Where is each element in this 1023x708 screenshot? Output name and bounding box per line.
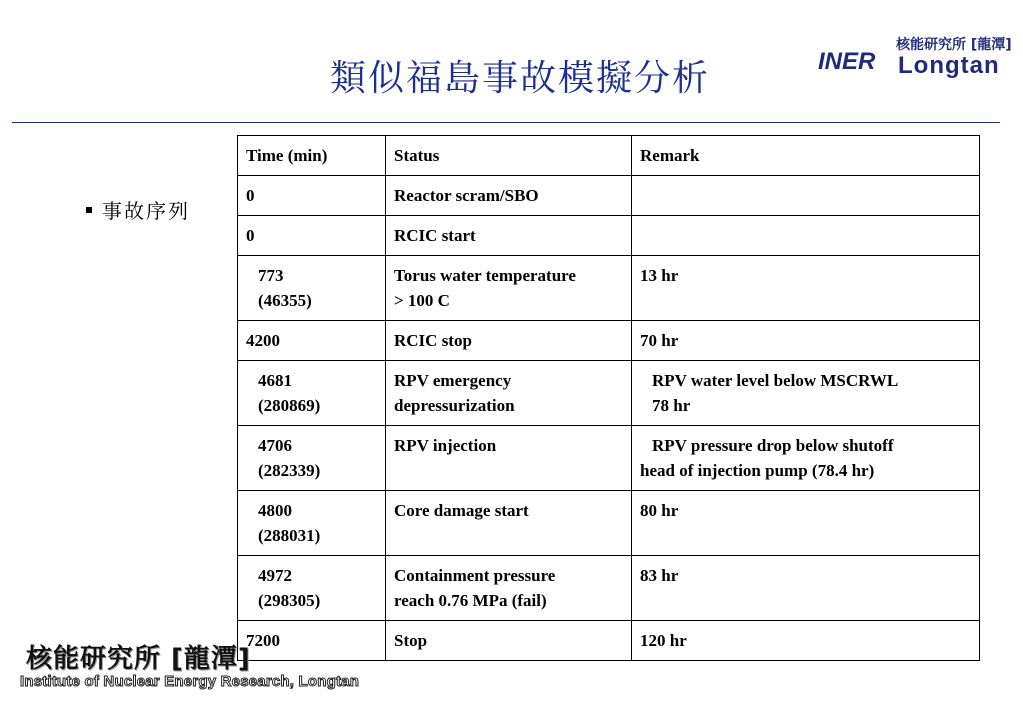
status-value: RPV emergency bbox=[394, 371, 512, 390]
header-status: Status bbox=[386, 136, 632, 176]
time-value: 4200 bbox=[246, 331, 280, 350]
event-sequence-table bbox=[237, 135, 980, 661]
time-value: 0 bbox=[246, 226, 255, 245]
table-row bbox=[238, 426, 980, 491]
remark-cell bbox=[632, 216, 980, 256]
time-subvalue: (288031) bbox=[258, 526, 321, 545]
status-cell bbox=[386, 216, 632, 256]
header-time: Time (min) bbox=[238, 136, 386, 176]
status-value: Torus water temperature bbox=[394, 266, 576, 285]
status-value-line2: depressurization bbox=[394, 396, 515, 415]
time-value: 0 bbox=[246, 186, 255, 205]
title-divider bbox=[12, 122, 1000, 123]
table-row bbox=[238, 361, 980, 426]
remark-value: 83 hr bbox=[640, 566, 679, 585]
remark-value: 80 hr bbox=[640, 501, 679, 520]
time-subvalue: (46355) bbox=[258, 291, 312, 310]
remark-cell bbox=[632, 426, 980, 491]
status-value: Reactor scram/SBO bbox=[394, 186, 539, 205]
remark-value: 70 hr bbox=[640, 331, 679, 350]
remark-value: RPV pressure drop below shutoff bbox=[652, 436, 894, 455]
time-subvalue: (282339) bbox=[258, 461, 321, 480]
table-row bbox=[238, 176, 980, 216]
status-cell bbox=[386, 176, 632, 216]
status-value: Core damage start bbox=[394, 501, 529, 520]
time-cell bbox=[238, 256, 386, 321]
remark-value: 13 hr bbox=[640, 266, 679, 285]
time-subvalue: (298305) bbox=[258, 591, 321, 610]
remark-cell bbox=[632, 176, 980, 216]
footer-logo bbox=[20, 638, 420, 698]
iner-logo-chinese: 核能研究所 [龍潭] bbox=[896, 37, 1012, 53]
time-cell bbox=[238, 491, 386, 556]
time-value: 4681 bbox=[258, 371, 292, 390]
remark-cell bbox=[632, 491, 980, 556]
status-value-line2: > 100 C bbox=[394, 291, 450, 310]
time-value: 4706 bbox=[258, 436, 292, 455]
table-row bbox=[238, 556, 980, 621]
table-row bbox=[238, 256, 980, 321]
iner-logo-longtan: Longtan bbox=[898, 52, 1000, 79]
slide-title: 類似福島事故模擬分析 bbox=[330, 58, 711, 99]
status-value-line2: reach 0.76 MPa (fail) bbox=[394, 591, 547, 610]
table-header-row bbox=[238, 136, 980, 176]
iner-logo bbox=[818, 34, 1014, 82]
bullet-marker bbox=[86, 207, 92, 213]
status-cell bbox=[386, 621, 632, 661]
table-row bbox=[238, 321, 980, 361]
remark-value: RPV water level below MSCRWL bbox=[652, 371, 899, 390]
time-cell bbox=[238, 321, 386, 361]
time-cell bbox=[238, 216, 386, 256]
remark-cell bbox=[632, 256, 980, 321]
remark-cell bbox=[632, 621, 980, 661]
status-value: RCIC start bbox=[394, 226, 476, 245]
bullet-item bbox=[86, 195, 190, 224]
time-subvalue: (280869) bbox=[258, 396, 321, 415]
time-value: 4972 bbox=[258, 566, 292, 585]
header-remark: Remark bbox=[632, 136, 980, 176]
status-cell bbox=[386, 491, 632, 556]
table-row bbox=[238, 491, 980, 556]
status-cell bbox=[386, 256, 632, 321]
remark-value: 120 hr bbox=[640, 631, 687, 650]
iner-logo-mark: INER bbox=[818, 48, 876, 75]
remark-value-line2: head of injection pump (78.4 hr) bbox=[640, 461, 875, 480]
time-cell bbox=[238, 556, 386, 621]
time-cell bbox=[238, 176, 386, 216]
status-value: RPV injection bbox=[394, 436, 497, 455]
status-value: Stop bbox=[394, 631, 428, 650]
time-value: 7200 bbox=[246, 631, 280, 650]
bullet-text: 事故序列 bbox=[102, 199, 190, 223]
table-row bbox=[238, 216, 980, 256]
remark-value-line2: 78 hr bbox=[652, 396, 691, 415]
remark-cell bbox=[632, 361, 980, 426]
time-cell bbox=[238, 426, 386, 491]
remark-cell bbox=[632, 321, 980, 361]
status-value: Containment pressure bbox=[394, 566, 556, 585]
status-value: RCIC stop bbox=[394, 331, 472, 350]
status-cell bbox=[386, 426, 632, 491]
footer-logo-english: Institute of Nuclear Energy Research, Longtan bbox=[20, 673, 360, 690]
time-value: 4800 bbox=[258, 501, 292, 520]
time-cell bbox=[238, 361, 386, 426]
status-cell bbox=[386, 361, 632, 426]
status-cell bbox=[386, 321, 632, 361]
remark-cell bbox=[632, 556, 980, 621]
status-cell bbox=[386, 556, 632, 621]
time-value: 773 bbox=[258, 266, 284, 285]
footer-logo-chinese: 核能研究所 [龍潭] bbox=[26, 644, 251, 674]
